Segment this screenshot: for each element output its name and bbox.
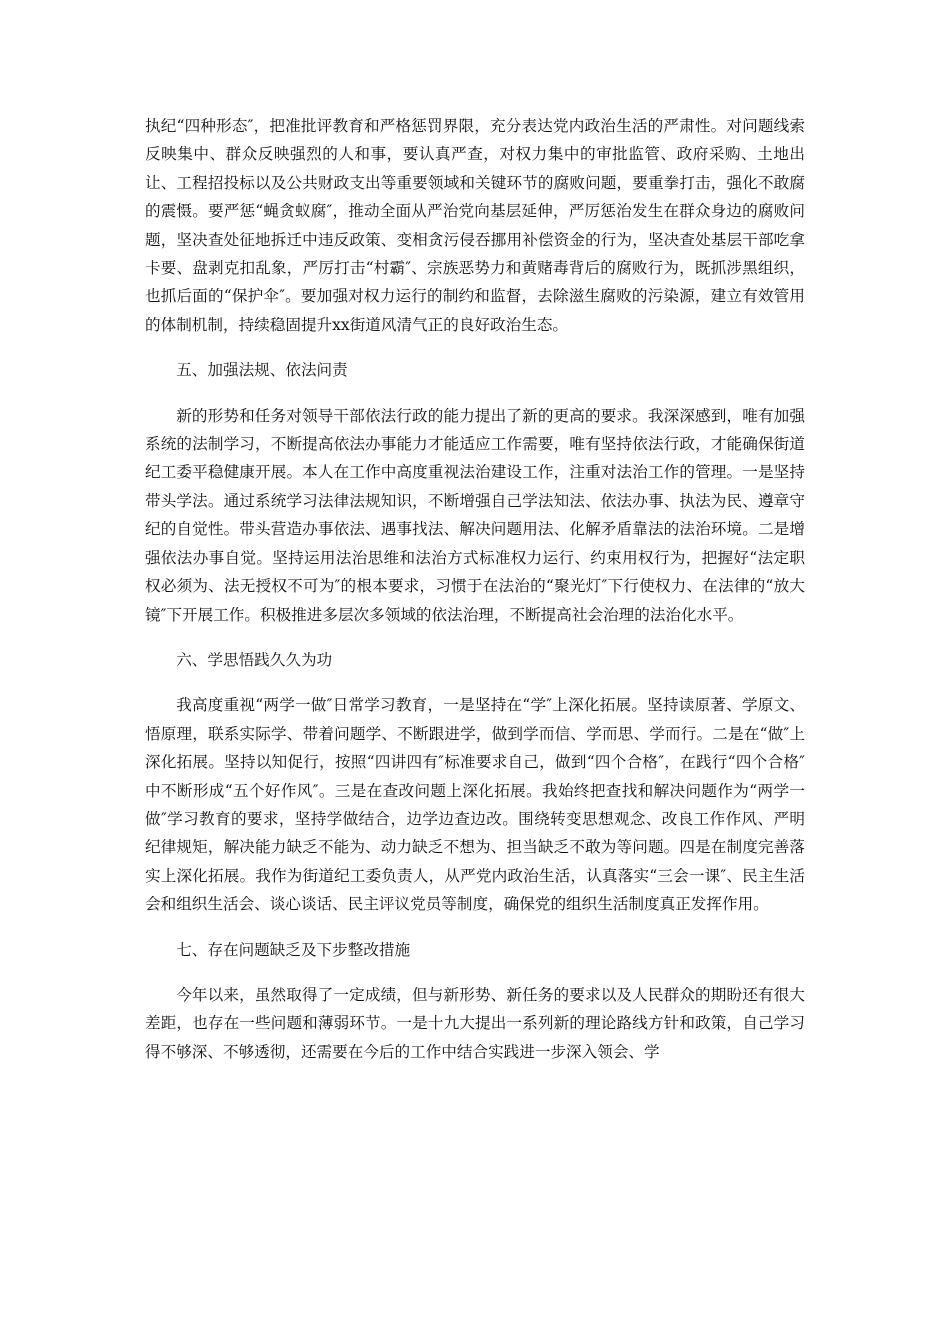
section-heading-seven: 七、存在问题缺乏及下步整改措施 xyxy=(176,940,411,959)
section-gap xyxy=(145,385,805,402)
section-heading-six: 六、学思悟践久久为功 xyxy=(176,650,333,669)
section-gap xyxy=(145,339,805,356)
section-gap xyxy=(145,964,805,981)
section-heading-five: 五、加强法规、依法问责 xyxy=(176,361,348,380)
paragraph-study-practice: 我高度重视“两学一做″日常学习教育，一是坚持在“学″上深化拓展。坚持读原著、学原文、悟原理，联系实际学、带着问题学、不断跟进学，做到学而信、学而思、学而行。二是在“做″上深化拓展。坚持以知促行，按照“四讲四有″标准要求自己，做到“四个合格″，在践行“四个合格″中不断形成“五个好作风″。三是在查改问题上深化拓展。我始终把查找和解决问题作为“两学一做″学习教育的要求，坚持学做结合，边学边查边改。围绕转变思想观念、改良工作作风、严明纪律规矩，解决能力缺乏不能为、动力缺乏不想为、担当缺乏不敢为等问题。四是在制度完善落实上深化拓展。我作为街道纪工委负责人，从严党内政治生活，认真落实“三会一课″、民主生活会和组织生活会、谈心谈话、民主评议党员等制度，确保党的组织生活制度真正发挥作用。 xyxy=(145,696,805,914)
paragraph-discipline: 执纪“四种形态″，把准批评教育和严格惩罚界限，充分表达党内政治生活的严肃性。对问题线索反映集中、群众反映强烈的人和事，要认真严查，对权力集中的审批监管、政府采购、土地出让、工程招投标以及公共财政支出等重要领域和关键环节的腐败问题，要重拳打击，强化不敢腐的震慑。要严惩“蝇贪蚁腐″，推动全面从严治党向基层延伸，严厉惩治发生在群众身边的腐败问题，坚决查处征地拆迁中违反政策、变相贪污侵吞挪用补偿资金的行为，坚决查处基层干部吃拿卡要、盘剥克扣乱象，严厉打击“村霸″、宗族恶势力和黄赌毒背后的腐败行为，既抓涉黑组织，也抓后面的“保护伞″。要加强对权力运行的制约和监督，去除滋生腐败的污染源，建立有效管用的体制机制，持续稳固提升xx街道风清气正的良好政治生态。 xyxy=(145,117,805,334)
section-gap xyxy=(145,629,805,646)
section-gap xyxy=(145,674,805,691)
paragraph-problems: 今年以来，虽然取得了一定成绩，但与新形势、新任务的要求以及人民群众的期盼还有很大差距，也存在一些问题和薄弱环节。一是十九大提出一系列新的理论路线方针和政策，自己学习得不够深、不够透彻，还需要在今后的工作中结合实践进一步深入领会、学 xyxy=(145,985,805,1061)
paragraph-rule-of-law: 新的形势和任务对领导干部依法行政的能力提出了新的更高的要求。我深深感到，唯有加强系统的法制学习，不断提高依法办事能力才能适应工作需要，唯有坚持依法行政，才能确保街道纪工委平稳健康开展。本人在工作中高度重视法治建设工作，注重对法治工作的管理。一是坚持带头学法。通过系统学习法律法规知识，不断增强自己学法知法、依法办事、执法为民、遵章守纪的自觉性。带头营造办事依法、遇事找法、解决问题用法、化解矛盾靠法的法治环境。二是增强依法办事自觉。坚持运用法治思维和法治方式标准权力运行、约束用权行为，把握好“法定职权必须为、法无授权不可为″的根本要求，习惯于在法治的“聚光灯″下行使权力、在法律的“放大镜″下开展工作。积极推进多层次多领域的依法治理，不断提高社会治理的法治化水平。 xyxy=(145,406,805,624)
document-page xyxy=(145,112,805,1066)
section-gap xyxy=(145,919,805,936)
